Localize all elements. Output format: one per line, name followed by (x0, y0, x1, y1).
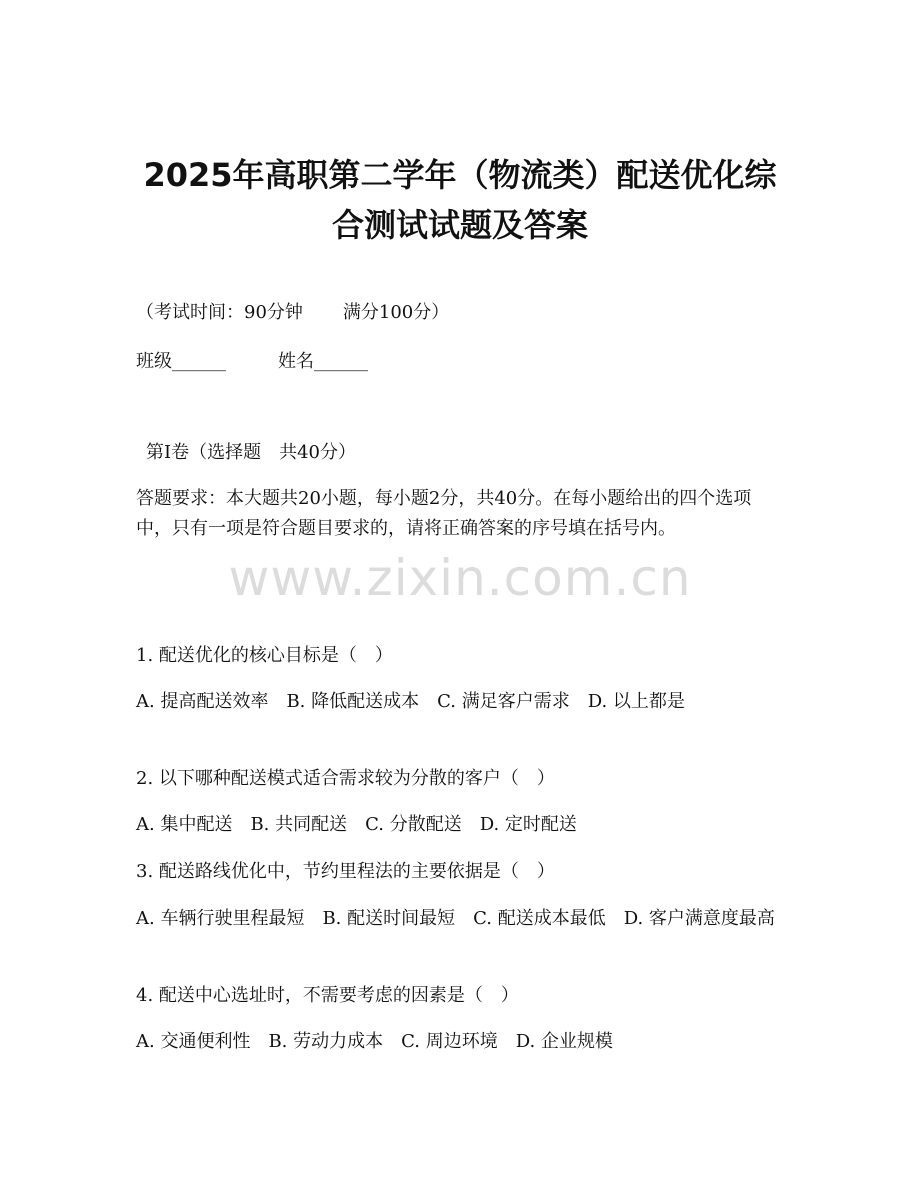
section-instructions: 答题要求：本大题共20小题，每小题2分，共40分。在每小题给出的四个选项中，只有一项是符合题目要求的，请将正确答案的序号填在括号内。 (136, 488, 752, 539)
question-2-option-a: A. 集中配送 (136, 814, 233, 835)
question-3-option-a: A. 车辆行驶里程最短 (136, 908, 305, 929)
question-1-option-d: D. 以上都是 (587, 691, 685, 712)
question-1-stem: 1. 配送优化的核心目标是（ ） (136, 645, 393, 666)
question-4-stem: 4. 配送中心选址时，不需要考虑的因素是（ ） (136, 985, 519, 1006)
question-2-options (136, 810, 786, 840)
class-field: 班级______ (136, 351, 226, 372)
question-3-options (136, 904, 776, 934)
question-1-option-a: A. 提高配送效率 (136, 691, 269, 712)
question-1-option-b: B. 降低配送成本 (286, 691, 420, 712)
name-field: 姓名______ (278, 351, 368, 372)
document-title (60, 150, 860, 250)
question-4-option-c: C. 周边环境 (401, 1031, 498, 1052)
question-4-option-b: B. 劳动力成本 (268, 1031, 384, 1052)
question-2-option-c: C. 分散配送 (365, 814, 462, 835)
exam-info (136, 298, 786, 328)
question-4-option-a: A. 交通便利性 (136, 1031, 251, 1052)
question-3-option-c: C. 配送成本最低 (473, 908, 606, 929)
question-2-option-b: B. 共同配送 (250, 814, 348, 835)
question-1-option-c: C. 满足客户需求 (437, 691, 570, 712)
question-3-option-b: B. 配送时间最短 (322, 908, 456, 929)
question-1-options (136, 687, 776, 717)
exam-time: （考试时间：90分钟 (136, 302, 303, 323)
title-line-2: 合测试试题及答案 (331, 206, 588, 244)
exam-score: 满分100分） (342, 302, 450, 323)
question-2-option-d: D. 定时配送 (479, 814, 577, 835)
question-3-stem: 3. 配送路线优化中，节约里程法的主要依据是（ ） (136, 861, 555, 882)
question-4-option-d: D. 企业规模 (515, 1031, 613, 1052)
student-fields (136, 347, 786, 377)
question-4-options (136, 1027, 786, 1057)
title-line-1: 2025年高职第二学年（物流类）配送优化综 (143, 156, 777, 194)
section-heading: 第Ⅰ卷（选择题 共40分） (146, 442, 357, 463)
question-2-stem: 2. 以下哪种配送模式适合需求较为分散的客户（ ） (136, 768, 555, 789)
question-3-option-d: D. 客户满意度最高 (623, 908, 775, 929)
watermark: www.zixin.com.cn (228, 549, 692, 607)
